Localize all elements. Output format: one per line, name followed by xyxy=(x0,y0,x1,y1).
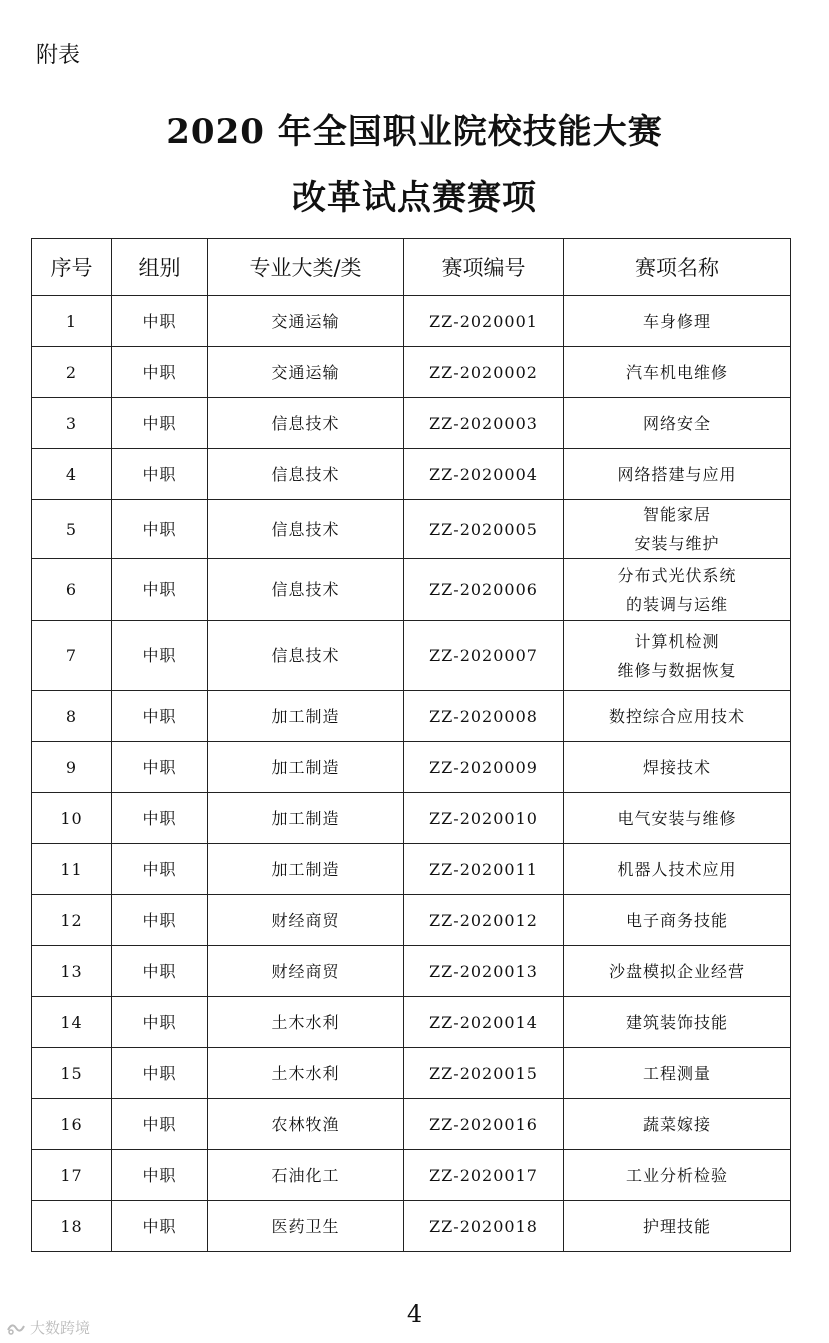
cell-group: 中职 xyxy=(112,1099,208,1150)
table-row xyxy=(32,1099,791,1150)
cell-group: 中职 xyxy=(112,1048,208,1099)
table-row xyxy=(32,1048,791,1099)
cell-serial-number: 17 xyxy=(32,1150,112,1201)
cell-serial-number: 9 xyxy=(32,742,112,793)
event-name-line: 网络安全 xyxy=(642,413,711,433)
header-group: 组别 xyxy=(112,239,208,296)
attachment-label: 附表 xyxy=(36,43,81,68)
event-name-line: 电气安装与维修 xyxy=(617,808,737,828)
cell-category: 土木水利 xyxy=(208,997,404,1048)
cell-event-code: ZZ-2020012 xyxy=(404,895,564,946)
cell-event-name xyxy=(564,1048,791,1099)
event-name-line: 工程测量 xyxy=(642,1063,711,1083)
table-body xyxy=(32,296,791,1252)
event-name-line: 工业分析检验 xyxy=(625,1165,728,1185)
cell-event-code: ZZ-2020018 xyxy=(404,1201,564,1252)
table-row xyxy=(32,449,791,500)
cell-event-name xyxy=(564,1201,791,1252)
header-event-code: 赛项编号 xyxy=(404,239,564,296)
cell-category: 石油化工 xyxy=(208,1150,404,1201)
cell-category: 加工制造 xyxy=(208,844,404,895)
cell-event-code: ZZ-2020001 xyxy=(404,296,564,347)
cell-event-code: ZZ-2020004 xyxy=(404,449,564,500)
cell-group: 中职 xyxy=(112,997,208,1048)
document-title-line-2: 改革试点赛赛项 xyxy=(292,178,537,218)
cell-serial-number: 1 xyxy=(32,296,112,347)
cell-event-code: ZZ-2020009 xyxy=(404,742,564,793)
table-row xyxy=(32,691,791,742)
cell-category: 加工制造 xyxy=(208,742,404,793)
cell-event-code: ZZ-2020017 xyxy=(404,1150,564,1201)
cell-event-name xyxy=(564,1099,791,1150)
watermark xyxy=(6,1317,90,1338)
cell-event-name xyxy=(564,1150,791,1201)
cell-serial-number: 15 xyxy=(32,1048,112,1099)
cell-event-code: ZZ-2020016 xyxy=(404,1099,564,1150)
cell-event-code: ZZ-2020006 xyxy=(404,559,564,621)
event-name-line: 车身修理 xyxy=(642,311,711,331)
event-name-line: 机器人技术应用 xyxy=(617,859,737,879)
event-name-line: 智能家居 xyxy=(642,505,711,524)
table-row xyxy=(32,946,791,997)
cell-group: 中职 xyxy=(112,500,208,559)
cell-category: 交通运输 xyxy=(208,296,404,347)
event-name-line: 维修与数据恢复 xyxy=(617,660,737,680)
cell-event-code: ZZ-2020003 xyxy=(404,398,564,449)
cell-group: 中职 xyxy=(112,347,208,398)
cell-serial-number: 11 xyxy=(32,844,112,895)
cell-event-name xyxy=(564,559,791,621)
event-name-line: 分布式光伏系统 xyxy=(617,565,737,585)
event-name-line: 护理技能 xyxy=(642,1216,711,1236)
cell-serial-number: 16 xyxy=(32,1099,112,1150)
cell-event-code: ZZ-2020011 xyxy=(404,844,564,895)
cell-category: 财经商贸 xyxy=(208,895,404,946)
cell-category: 加工制造 xyxy=(208,691,404,742)
header-event-name: 赛项名称 xyxy=(564,239,791,296)
table-row xyxy=(32,398,791,449)
cell-group: 中职 xyxy=(112,398,208,449)
cell-event-code: ZZ-2020007 xyxy=(404,621,564,691)
table-header-row xyxy=(32,239,791,296)
cell-serial-number: 14 xyxy=(32,997,112,1048)
cell-category: 加工制造 xyxy=(208,793,404,844)
header-serial-number: 序号 xyxy=(32,239,112,296)
event-name-line: 安装与维护 xyxy=(634,534,720,553)
event-name-line: 汽车机电维修 xyxy=(625,362,728,382)
table-row xyxy=(32,742,791,793)
table-row xyxy=(32,347,791,398)
cell-serial-number: 8 xyxy=(32,691,112,742)
event-name-line: 网络搭建与应用 xyxy=(617,464,737,484)
cell-group: 中职 xyxy=(112,449,208,500)
cell-group: 中职 xyxy=(112,1201,208,1252)
cell-group: 中职 xyxy=(112,1150,208,1201)
cell-event-name xyxy=(564,997,791,1048)
cell-event-name xyxy=(564,296,791,347)
table-row xyxy=(32,844,791,895)
cell-event-name xyxy=(564,742,791,793)
table-row xyxy=(32,621,791,691)
cell-event-name xyxy=(564,844,791,895)
event-name-line: 蔬菜嫁接 xyxy=(642,1114,711,1134)
cell-event-name xyxy=(564,500,791,559)
cell-group: 中职 xyxy=(112,621,208,691)
cell-serial-number: 2 xyxy=(32,347,112,398)
table-row xyxy=(32,1201,791,1252)
event-name-line: 数控综合应用技术 xyxy=(608,706,745,726)
cell-group: 中职 xyxy=(112,793,208,844)
cell-serial-number: 5 xyxy=(32,500,112,559)
cell-event-code: ZZ-2020005 xyxy=(404,500,564,559)
table-row xyxy=(32,895,791,946)
table-row xyxy=(32,1150,791,1201)
cell-serial-number: 18 xyxy=(32,1201,112,1252)
table-row xyxy=(32,296,791,347)
cell-serial-number: 6 xyxy=(32,559,112,621)
logo-icon xyxy=(6,1320,26,1336)
cell-event-code: ZZ-2020008 xyxy=(404,691,564,742)
cell-category: 农林牧渔 xyxy=(208,1099,404,1150)
cell-group: 中职 xyxy=(112,946,208,997)
cell-group: 中职 xyxy=(112,895,208,946)
header-category: 专业大类/类 xyxy=(208,239,404,296)
cell-event-code: ZZ-2020010 xyxy=(404,793,564,844)
cell-serial-number: 10 xyxy=(32,793,112,844)
cell-group: 中职 xyxy=(112,691,208,742)
cell-serial-number: 7 xyxy=(32,621,112,691)
cell-event-name xyxy=(564,946,791,997)
cell-category: 医药卫生 xyxy=(208,1201,404,1252)
cell-category: 信息技术 xyxy=(208,621,404,691)
cell-category: 信息技术 xyxy=(208,398,404,449)
table-row xyxy=(32,559,791,621)
cell-event-name xyxy=(564,347,791,398)
cell-group: 中职 xyxy=(112,742,208,793)
document-title-line-1: 2020 年全国职业院校技能大赛 xyxy=(166,112,663,152)
cell-event-name xyxy=(564,895,791,946)
page-number: 4 xyxy=(406,1300,423,1328)
cell-group: 中职 xyxy=(112,844,208,895)
cell-event-name xyxy=(564,449,791,500)
cell-event-code: ZZ-2020015 xyxy=(404,1048,564,1099)
event-name-line: 沙盘模拟企业经营 xyxy=(608,961,745,981)
competition-table xyxy=(31,238,791,1252)
cell-category: 土木水利 xyxy=(208,1048,404,1099)
event-name-line: 焊接技术 xyxy=(642,757,711,777)
cell-event-name xyxy=(564,621,791,691)
cell-event-code: ZZ-2020013 xyxy=(404,946,564,997)
cell-group: 中职 xyxy=(112,296,208,347)
table-row xyxy=(32,500,791,559)
cell-group: 中职 xyxy=(112,559,208,621)
cell-serial-number: 3 xyxy=(32,398,112,449)
cell-category: 交通运输 xyxy=(208,347,404,398)
cell-category: 信息技术 xyxy=(208,449,404,500)
event-name-line: 计算机检测 xyxy=(634,631,720,651)
cell-serial-number: 4 xyxy=(32,449,112,500)
cell-event-name xyxy=(564,398,791,449)
cell-category: 信息技术 xyxy=(208,559,404,621)
table-row xyxy=(32,997,791,1048)
cell-category: 信息技术 xyxy=(208,500,404,559)
event-name-line: 建筑装饰技能 xyxy=(625,1012,728,1032)
cell-event-name xyxy=(564,691,791,742)
cell-event-code: ZZ-2020002 xyxy=(404,347,564,398)
event-name-line: 的装调与运维 xyxy=(625,594,728,614)
cell-category: 财经商贸 xyxy=(208,946,404,997)
event-name-line: 电子商务技能 xyxy=(625,910,728,930)
cell-serial-number: 13 xyxy=(32,946,112,997)
cell-event-code: ZZ-2020014 xyxy=(404,997,564,1048)
table-row xyxy=(32,793,791,844)
watermark-text: 大数跨境 xyxy=(30,1319,91,1337)
cell-event-name xyxy=(564,793,791,844)
cell-serial-number: 12 xyxy=(32,895,112,946)
